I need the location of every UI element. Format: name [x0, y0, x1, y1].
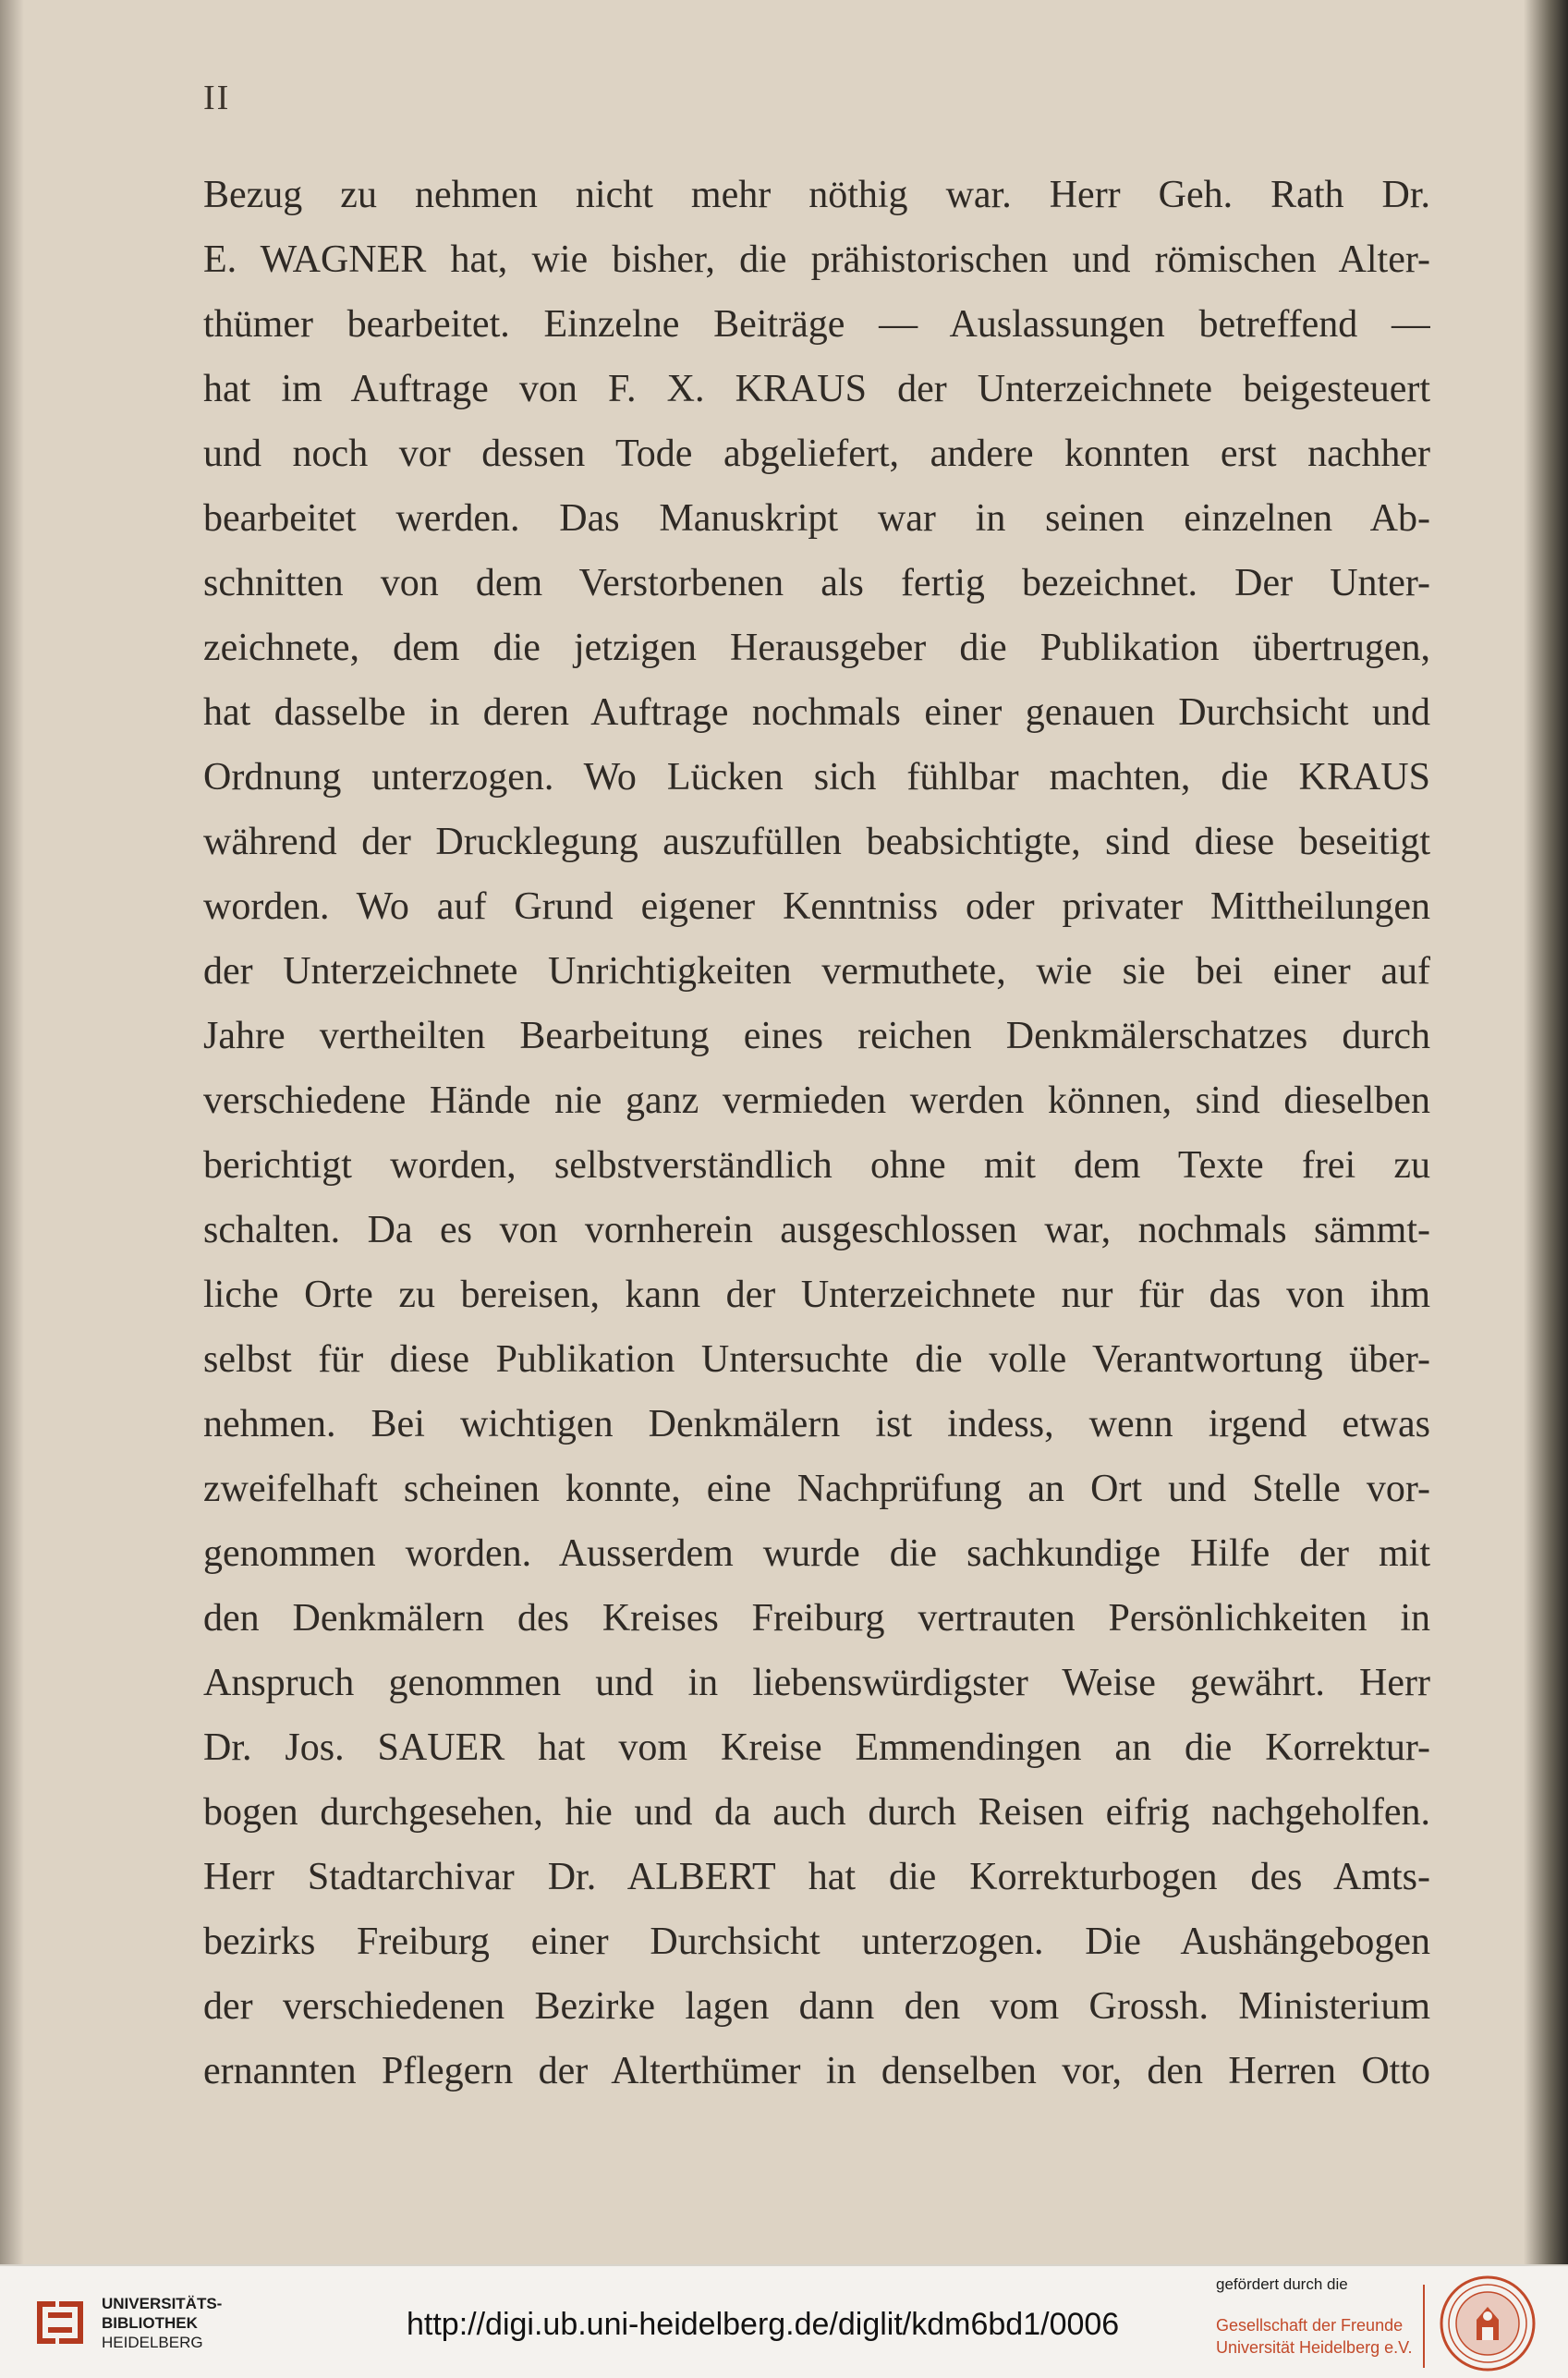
text-line: schalten. Da es von vornherein ausgeschlossen war, nochmals sämmt- — [203, 1209, 1430, 1251]
sponsor-divider — [1423, 2285, 1425, 2368]
text-line: genommen worden. Ausserdem wurde die sachkundige Hilfe der mit — [203, 1532, 1430, 1575]
library-name-line-2: BIBLIOTHEK — [102, 2314, 198, 2332]
text-line: Anspruch genommen und in liebenswürdigster Weise gewährt. Herr — [203, 1662, 1430, 1704]
text-line: den Denkmälern des Kreises Freiburg vertrauten Persönlichkeiten in — [203, 1597, 1430, 1640]
sponsor-name-line-1: Gesellschaft der Freunde — [1216, 2316, 1404, 2335]
library-name-line-3: HEIDELBERG — [102, 2334, 203, 2351]
library-name-line-1: UNIVERSITÄTS- — [102, 2295, 223, 2312]
text-line: E. WAGNER hat, wie bisher, die prähistorischen und römischen Alter- — [203, 238, 1430, 281]
sponsor-label: gefördert durch die — [1216, 2275, 1348, 2293]
text-line: Bezug zu nehmen nicht mehr nöthig war. Herr Geh. Rath Dr. — [203, 174, 1430, 216]
text-line: bearbeitet werden. Das Manuskript war in seinen einzelnen Ab- — [203, 497, 1430, 540]
text-line: ernannten Pflegern der Alterthümer in denselben vor, den Herren Otto — [203, 2050, 1430, 2092]
text-line: der Unterzeichnete Unrichtigkeiten vermuthete, wie sie bei einer auf — [203, 950, 1430, 993]
text-line: bezirks Freiburg einer Durchsicht unterzogen. Die Aushängebogen — [203, 1921, 1430, 1963]
page-number: II — [203, 79, 231, 117]
text-line: zweifelhaft scheinen konnte, eine Nachprüfung an Ort und Stelle vor- — [203, 1468, 1430, 1510]
text-line: der verschiedenen Bezirke lagen dann den vom Grossh. Ministerium — [203, 1985, 1430, 2028]
text-line: Ordnung unterzogen. Wo Lücken sich fühlbar machten, die KRAUS — [203, 756, 1430, 799]
text-line: verschiedene Hände nie ganz vermieden werden können, sind dieselben — [203, 1079, 1430, 1122]
text-line: bogen durchgesehen, hie und da auch durch Reisen eifrig nachgeholfen. — [203, 1791, 1430, 1834]
text-line: berichtigt worden, selbstverständlich ohne mit dem Texte frei zu — [203, 1144, 1430, 1187]
text-line: während der Drucklegung auszufüllen beabsichtigte, sind diese beseitigt — [203, 821, 1430, 863]
text-line: und noch vor dessen Tode abgeliefert, andere konnten erst nachher — [203, 433, 1430, 475]
text-line: schnitten von dem Verstorbenen als fertig bezeichnet. Der Unter- — [203, 562, 1430, 604]
text-line: liche Orte zu bereisen, kann der Unterzeichnete nur für das von ihm — [203, 1274, 1430, 1316]
university-library-logo-icon — [28, 2290, 92, 2355]
text-line: selbst für diese Publikation Untersuchte die volle Verantwortung über- — [203, 1338, 1430, 1381]
text-line: worden. Wo auf Grund eigener Kenntniss oder privater Mittheilungen — [203, 885, 1430, 928]
university-library-name — [102, 2294, 222, 2352]
text-line: zeichnete, dem die jetzigen Herausgeber die Publikation übertrugen, — [203, 627, 1430, 669]
text-line: thümer bearbeitet. Einzelne Beiträge — Auslassungen betreffend — — [203, 303, 1430, 346]
university-seal-icon — [1440, 2275, 1536, 2372]
text-line: hat dasselbe in deren Auftrage nochmals einer genauen Durchsicht und — [203, 691, 1430, 734]
text-line: nehmen. Bei wichtigen Denkmälern ist indess, wenn irgend etwas — [203, 1403, 1430, 1445]
text-line: Jahre vertheilten Bearbeitung eines reichen Denkmälerschatzes durch — [203, 1015, 1430, 1057]
body-text — [203, 163, 1430, 2104]
text-line: Dr. Jos. SAUER hat vom Kreise Emmendingen an die Korrektur- — [203, 1726, 1430, 1769]
sponsor-name-line-2: Universität Heidelberg e.V. — [1216, 2338, 1413, 2357]
sponsor-name — [1216, 2314, 1412, 2359]
text-line: hat im Auftrage von F. X. KRAUS der Unterzeichnete beigesteuert — [203, 368, 1430, 410]
footer-bar — [0, 2264, 1568, 2378]
page-edge-shadow-left — [0, 0, 24, 2264]
page-edge-shadow-right — [1524, 0, 1568, 2264]
permalink-url[interactable]: http://digi.ub.uni-heidelberg.de/diglit/kdm6bd1/0006 — [407, 2307, 1120, 2342]
text-line: Herr Stadtarchivar Dr. ALBERT hat die Korrekturbogen des Amts- — [203, 1856, 1430, 1898]
